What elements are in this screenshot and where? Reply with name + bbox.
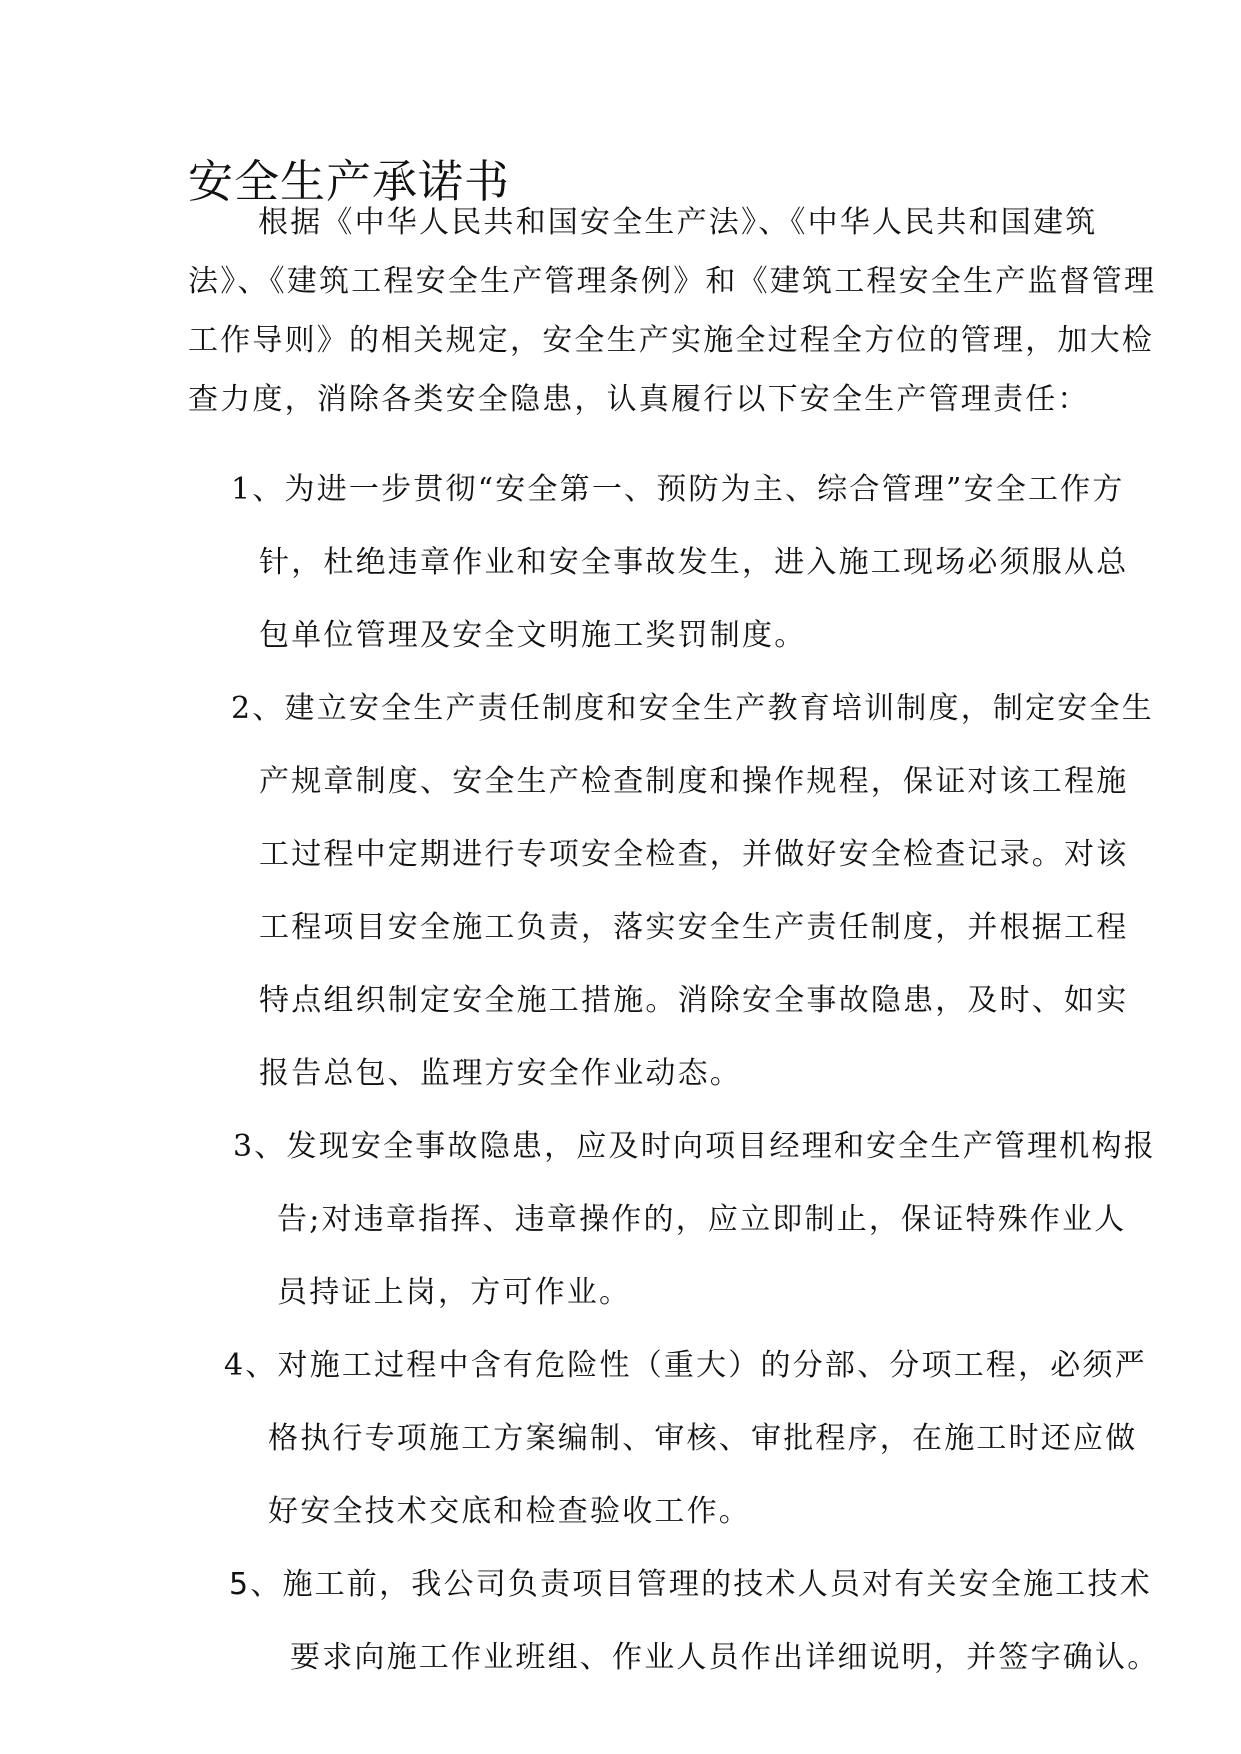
item-text: 报告总包、监理方安全作业动态。	[259, 1056, 742, 1091]
item-text: 对施工过程中含有危险性（重大）的分部、分项工程，必须严	[277, 1348, 1147, 1383]
item-number: 2、	[231, 691, 285, 726]
intro-line: 查力度，消除各类安全隐患，认真履行以下安全生产管理责任：	[188, 382, 1090, 417]
item-text: 员持证上岗，方可作业。	[277, 1275, 632, 1310]
item-text: 告;对违章指挥、违章操作的，应立即制止，保证特殊作业人	[277, 1202, 1127, 1237]
item-text: 要求向施工作业班组、作业人员作出详细说明，并签字确认。	[290, 1640, 1160, 1675]
item-text: 发现安全事故隐患，应及时向项目经理和安全生产管理机构报	[286, 1129, 1156, 1164]
intro-line: 法》、《建筑工程安全生产管理条例》和《建筑工程安全生产监督管理	[188, 264, 1157, 299]
list-item-3	[233, 1127, 1156, 1167]
item-text: 针，杜绝违章作业和安全事故发生，进入施工现场必须服从总	[259, 545, 1129, 580]
item-text: 工过程中定期进行专项安全检查，并做好安全检查记录。对该	[259, 837, 1129, 872]
item-text: 格执行专项施工方案编制、审核、审批程序，在施工时还应做	[268, 1421, 1138, 1456]
list-item-4	[224, 1346, 1147, 1386]
item-text: 工程项目安全施工负责，落实安全生产责任制度，并根据工程	[259, 910, 1129, 945]
list-item-1	[231, 470, 1125, 510]
item-number: 5、	[229, 1567, 283, 1602]
item-text: 特点组织制定安全施工措施。消除安全事故隐患，及时、如实	[259, 983, 1129, 1018]
item-text: 产规章制度、安全生产检查制度和操作规程，保证对该工程施	[259, 764, 1129, 799]
item-number: 3、	[233, 1129, 287, 1164]
intro-line: 根据《中华人民共和国安全生产法》、《中华人民共和国建筑	[258, 205, 1098, 240]
item-text: 建立安全生产责任制度和安全生产教育培训制度，制定安全生	[284, 691, 1154, 726]
intro-line: 工作导则》的相关规定，安全生产实施全过程全方位的管理，加大检	[188, 323, 1154, 358]
item-text: 好安全技术交底和检查验收工作。	[268, 1494, 751, 1529]
item-text: 包单位管理及安全文明施工奖罚制度。	[259, 618, 807, 653]
list-item-5	[229, 1565, 1152, 1605]
item-number: 1、	[231, 472, 285, 507]
item-text: 施工前，我公司负责项目管理的技术人员对有关安全施工技术	[282, 1567, 1152, 1602]
item-text: 为进一步贯彻“安全第一、预防为主、综合管理”安全工作方	[284, 472, 1125, 507]
list-item-2	[231, 689, 1154, 729]
document-title: 安全生产承诺书	[188, 155, 511, 208]
item-number: 4、	[224, 1348, 278, 1383]
